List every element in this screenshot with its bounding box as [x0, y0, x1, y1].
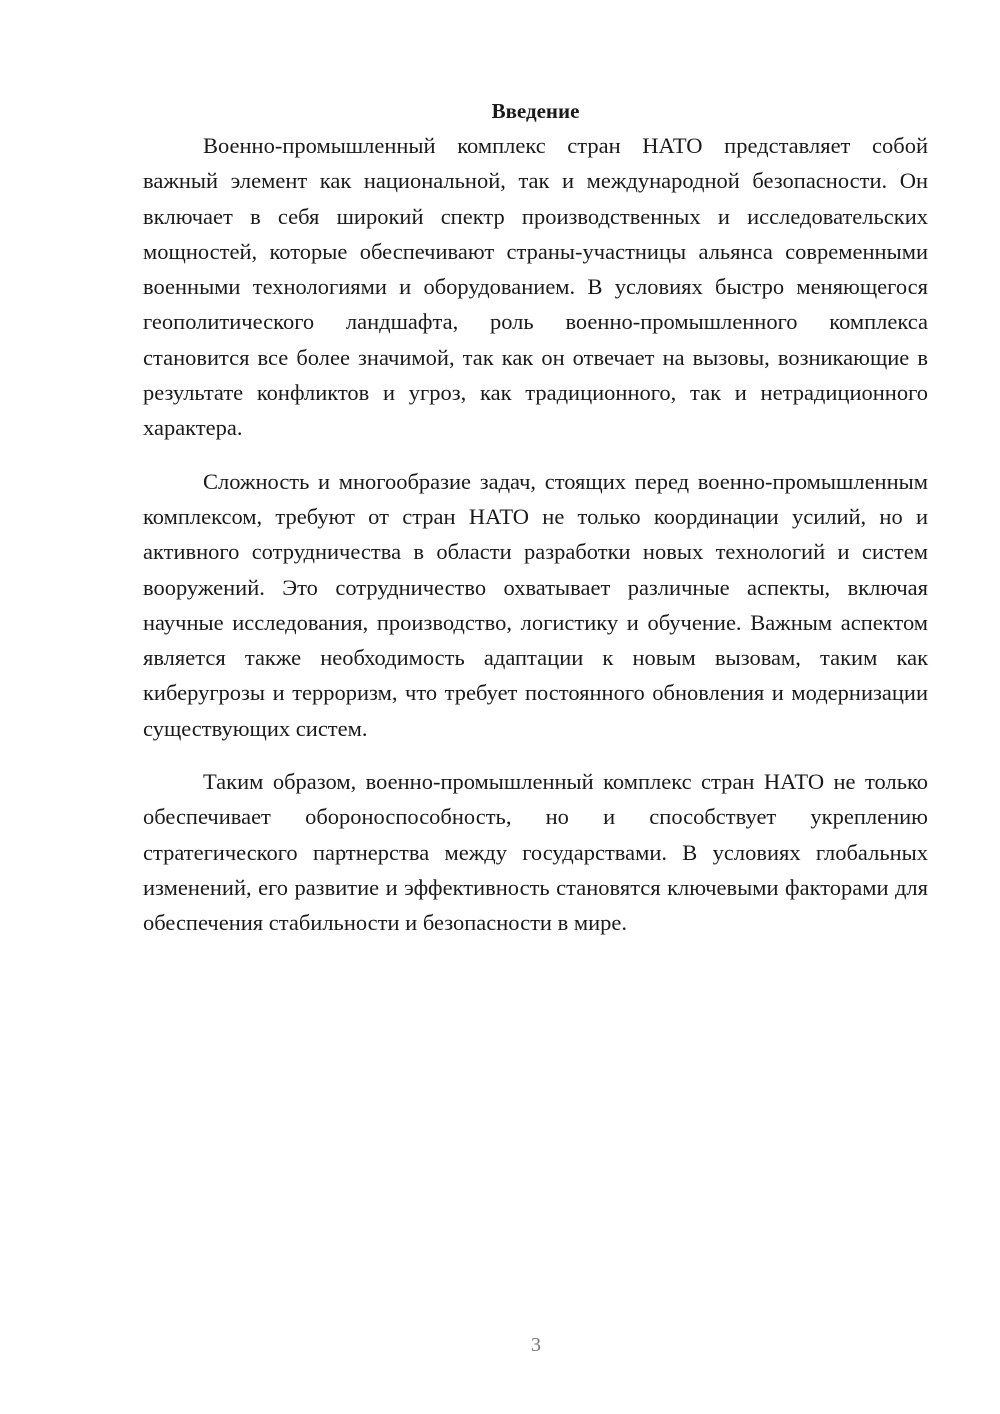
section-heading: Введение [491, 99, 580, 123]
paragraph-2: Сложность и многообразие задач, стоящих перед военно-промышленным комплексом, требуют от стран НАТО не только координации усилий, но и активного сотрудничества в области разработки новых технологий и систем вооружений. Это сотрудничество охватывает различные аспекты, включая научные исследования, производство, логистику и обучение. Важным аспектом является также необходимость адаптации к новым вызовам, таким как киберугрозы и терроризм, что требует постоянного обновления и модернизации существующих систем. [143, 468, 928, 741]
paragraph-1: Военно-промышленный комплекс стран НАТО представляет собой важный элемент как национальной, так и международной безопасности. Он включает в себя широкий спектр производственных и исследовательских мощностей, которые обеспечивают страны-участницы альянса современными военными технологиями и оборудованием. В условиях быстро меняющегося геополитического ландшафта, роль военно-промышленного комплекса становится все более значимой, так как он отвечает на вызовы, возникающие в результате конфликтов и угроз, как традиционного, так и нетрадиционного характера. [143, 133, 928, 441]
page-number: 3 [531, 1334, 541, 1356]
page-content [143, 96, 928, 941]
paragraph-3: Таким образом, военно-промышленный комплекс стран НАТО не только обеспечивает обороноспособность, но и способствует укреплению стратегического партнерства между государствами. В условиях глобальных изменений, его развитие и эффективность становятся ключевыми факторами для обеспечения стабильности и безопасности в мире. [143, 769, 928, 936]
